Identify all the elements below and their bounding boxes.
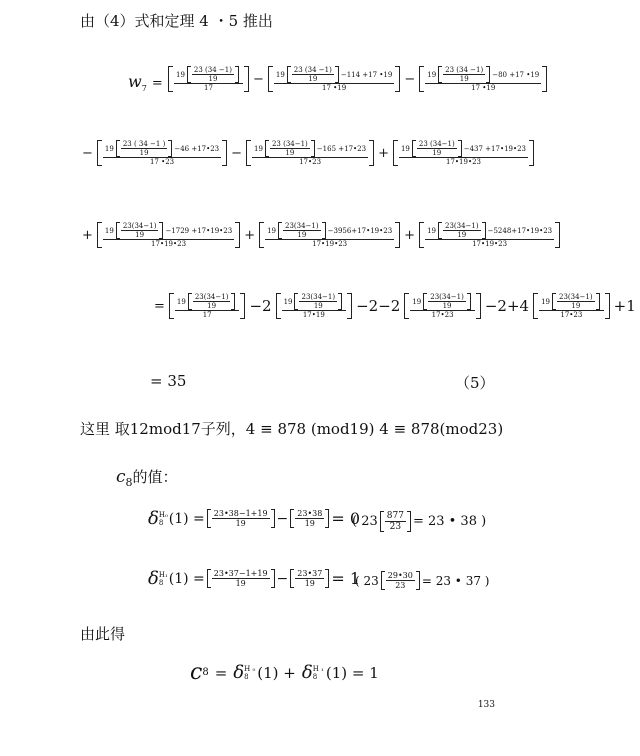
inner-fraction [417,140,457,157]
term-denominator: 17 [204,84,213,92]
term-denominator: 17 •23 [149,158,175,166]
fraction-numerator: 23•38−1+19 [213,509,268,518]
fraction-denominator: 19 [304,519,315,528]
inner-denominator: 19 [442,302,452,310]
inner-bracket [438,222,486,239]
term-numerator [103,140,221,158]
term-fraction [274,66,394,92]
equals-sign: = [151,76,163,91]
inner-bracket [265,140,315,157]
bracket-term [259,222,400,248]
delta-superscript: H₀ [158,510,168,519]
delta-subscript: 8 [312,672,318,681]
delta-result: = 0 [331,509,361,528]
bracket-term [533,293,610,319]
operator-sign: − [252,71,264,87]
delta-superscript: H ₀ [244,664,256,673]
term-numerator [103,222,234,240]
outer-coefficient: 19 [412,297,422,306]
delta-symbol: δ [301,662,313,683]
term-tail: −1729 +17•19•23 [165,226,233,235]
w-subscript: 7 [141,84,147,94]
inner-numerator: 23(34−1) [430,293,464,301]
term-fraction [399,140,528,166]
term-denominator: 17•23 [431,311,454,319]
c-subscript: 8 [125,476,133,489]
equation-number: （5） [455,374,495,392]
inner-bracket [187,66,239,83]
term-numerator [410,293,475,311]
c8-label-rest: 的值： [132,468,178,486]
bracket-term [290,569,329,588]
term-numerator [425,66,541,84]
inner-numerator: 23(34−1) [444,222,479,230]
inner-numerator: 23 (34−1) [271,140,308,148]
term-fraction [265,222,394,248]
bracket-term [380,511,411,532]
inner-numerator: 23(34−1) [194,293,229,301]
inner-numerator: 23(34−1) [301,293,336,301]
inner-bracket [116,140,173,157]
delta-h1-equation [148,568,360,589]
inner-denominator: 19 [313,302,323,310]
fraction-denominator: 19 [304,579,315,588]
coefficient: −2−2 [356,297,401,315]
inner-numerator: 23(34−1) [285,222,319,230]
term-tail: −165 +17•23 [316,144,367,153]
term-numerator [425,222,554,240]
inner-fraction [270,140,310,157]
term-numerator [539,293,604,311]
outer-coefficient: 19 [400,144,410,153]
minus-sign: − [276,570,289,587]
equals-sign: = [214,663,228,682]
inner-denominator: 19 [207,302,217,310]
inner-bracket [116,222,164,239]
delta-symbol: δ [148,508,159,529]
term-numerator [174,66,243,84]
operator-sign: − [404,71,416,87]
inner-denominator: 19 [571,302,581,310]
inner-numerator: 23(34−1) [559,293,593,301]
term-denominator: 17•23 [299,158,322,166]
therefore-text: 由此得 [80,625,126,643]
bracket-term [290,509,329,528]
delta-symbol: δ [148,568,159,589]
term-denominator: 17•19•23 [312,240,348,248]
term-tail: −80 +17 •19 [492,70,540,79]
delta-h0-note [352,511,486,532]
operator-sign: + [404,227,416,243]
delta-symbol: δ [233,662,245,683]
inner-denominator: 19 [457,231,467,239]
term-numerator [175,293,240,311]
outer-coefficient: 19 [176,297,186,306]
term-fraction [252,140,368,166]
delta-subscript: 8 [158,578,164,587]
bracket-term [169,293,246,319]
term-tail: −114 +17 •19 [340,70,393,79]
c-symbol: c [190,660,203,685]
note-prefix: ( 23 [352,514,378,529]
inner-fraction [283,222,321,239]
inner-numerator: 23 (34 −1) [193,66,232,74]
inner-denominator: 19 [297,231,307,239]
bracket-term [381,571,420,590]
outer-coefficient: 19 [104,226,114,235]
inner-bracket [294,293,342,310]
inner-numerator: 23(34−1) [122,222,157,230]
inner-numerator: 23 ( 34 −1 ) [122,140,166,148]
term-numerator [282,293,347,311]
operator-sign: − [82,145,93,161]
c8-label [116,466,178,489]
w7-row-1 [168,66,547,92]
term-fraction [410,293,475,319]
inner-denominator: 19 [308,75,318,83]
term-fraction [425,222,554,248]
term-tail: −5248+17•19•23 [487,226,553,235]
operator-sign: + [244,227,256,243]
bracket-term [268,66,400,92]
delta-h1-note [355,571,489,590]
coefficient: −2+4 [484,297,530,315]
w-symbol: w [128,72,142,91]
bracket-term [207,509,275,528]
inner-bracket [278,222,326,239]
inner-denominator: 19 [208,75,218,83]
outer-coefficient: 19 [427,70,437,79]
w7-row-3 [78,222,560,248]
inner-bracket [552,293,600,310]
bracket-term [419,66,547,92]
term-fraction [282,293,347,319]
inner-bracket [287,66,339,83]
outer-coefficient: 19 [254,144,263,153]
bracket-term [393,140,534,166]
delta-argument: (1) = [168,570,205,587]
fraction-numerator: 23•37 [297,569,323,578]
inner-fraction [443,222,481,239]
term-numerator [399,140,528,158]
inner-bracket [423,293,471,310]
inner-fraction [299,293,337,310]
inner-bracket [438,66,490,83]
bracket-term [207,569,275,588]
inner-numerator: 23 (34−1) [418,140,455,148]
term-tail: −46 +17•23 [174,144,220,153]
delta-subscript: 8 [158,518,164,527]
w7-lhs [128,72,163,93]
inner-denominator: 19 [459,75,469,83]
inner-denominator: 19 [139,149,149,157]
c-symbol: c [116,467,126,487]
term-denominator: 17 •19 [471,84,496,92]
delta-superscript: H ₁ [312,664,324,673]
operator-sign: − [231,145,243,161]
outer-coefficient: 19 [176,70,185,79]
term-fraction [175,293,240,319]
inner-fraction [292,66,334,83]
inner-fraction [557,293,595,310]
inner-fraction [428,293,466,310]
term-fraction [539,293,604,319]
fraction-denominator: 19 [235,519,246,528]
page-number: 133 [477,700,495,710]
operator-sign: + [378,145,389,161]
note-suffix: = 23 • 37 ) [421,573,490,588]
delta-argument: (1) + [257,663,296,682]
inner-fraction [193,293,231,310]
term-numerator [274,66,394,84]
inner-denominator: 19 [135,231,145,239]
bracket-term [246,140,374,166]
term-tail: −437 +17•19•23 [463,144,527,153]
term-denominator: 17 •19 [322,84,347,92]
inner-numerator: 23 (34 −1) [293,66,332,74]
bracket-term [404,293,481,319]
fraction-numerator: 23•37−1+19 [213,569,268,578]
fraction-denominator: 23 [389,522,402,532]
result-text: = 35 [150,372,187,390]
bracket-term [97,222,240,248]
inner-denominator: 19 [432,149,442,157]
inner-bracket [188,293,236,310]
fraction-numerator: 29•30 [387,571,413,580]
note-prefix: ( 23 [355,573,379,588]
delta-result: = 1 [331,569,361,588]
term-denominator: 17•23 [560,311,583,319]
bracket-term [419,222,560,248]
final-equation [190,660,379,685]
inner-denominator: 19 [285,149,295,157]
inner-fraction [443,66,485,83]
delta-argument: (1) = 1 [325,663,379,682]
coefficient: −2 [249,297,272,315]
term-numerator [252,140,368,158]
term-denominator: 17 [202,311,212,319]
term-fraction [103,140,221,166]
delta-argument: (1) = [168,510,205,527]
outer-coefficient: 19 [104,144,114,153]
term-denominator: 17•19•23 [151,240,187,248]
inner-fraction [121,140,168,157]
bracket-term [97,140,227,166]
inner-numerator: 23 (34 −1) [445,66,484,74]
term-fraction [103,222,234,248]
delta-h0-equation [148,508,360,529]
term-numerator [265,222,394,240]
intro-text: 由（4）式和定理 4 ・5 推出 [80,12,273,30]
inner-fraction [121,222,159,239]
delta-subscript: 8 [244,672,249,681]
term-denominator: 17•19 [302,311,325,319]
minus-sign: − [276,510,289,527]
here-line: 这里 取12mod17子列，4 ≡ 878 (mod19) 4 ≡ 878(mod23) [80,420,504,438]
w7-row-2 [78,140,534,166]
inner-fraction [192,66,234,83]
term-fraction [425,66,541,92]
fraction-denominator: 23 [395,581,406,590]
fraction-numerator: 23•38 [297,509,323,518]
operator-sign: + [82,227,93,243]
bracket-term [276,293,353,319]
note-suffix: = 23 • 38 ) [412,514,487,529]
outer-coefficient: 19 [275,70,285,79]
row-tail: +1 [613,297,636,315]
outer-coefficient: 19 [283,297,293,306]
fraction-denominator: 19 [235,579,246,588]
term-tail: −3956+17•19•23 [327,226,393,235]
outer-coefficient: 19 [541,297,551,306]
outer-coefficient: 19 [427,226,436,235]
bracket-term [168,66,249,92]
c-subscript: 8 [202,667,209,678]
term-denominator: 17•19•23 [446,158,481,166]
fraction-numerator: 877 [386,511,404,521]
inner-bracket [412,140,462,157]
term-denominator: 17•19•23 [472,240,508,248]
w7-row-4 [150,293,640,319]
delta-superscript: H₁ [158,570,168,579]
outer-coefficient: 19 [267,226,277,235]
term-fraction [174,66,243,92]
equals-sign: = [154,298,165,314]
